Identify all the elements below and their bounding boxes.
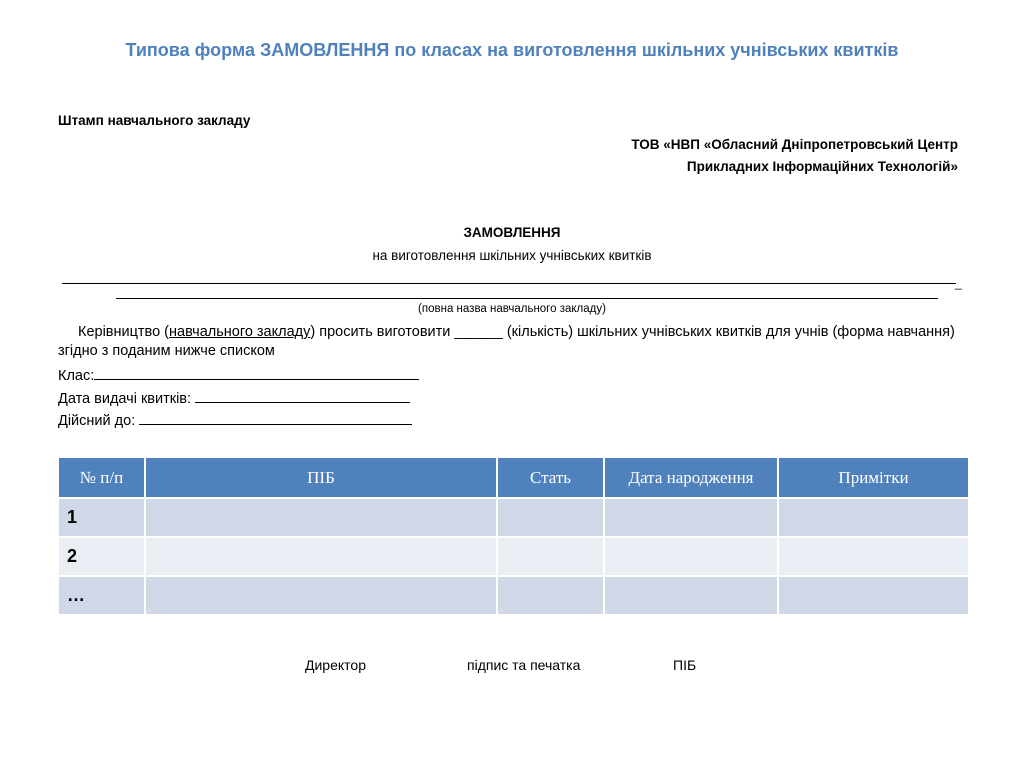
school-name-line-1	[62, 283, 956, 284]
class-label: Клас:	[58, 368, 95, 384]
paragraph-before: Керівництво (	[78, 324, 170, 340]
gender-cell	[497, 537, 604, 576]
gender-cell	[497, 576, 604, 615]
paragraph-underlined: навчального закладу	[169, 324, 311, 340]
director-name-label: ПІБ	[673, 657, 697, 673]
header-gender: Стать	[497, 457, 604, 498]
header-birth-date: Дата народження	[604, 457, 778, 498]
valid-until-label: Дійсний до:	[58, 413, 140, 429]
birth-date-cell	[604, 537, 778, 576]
recipient-line-1: ТОВ «НВП «Обласний Дніпропетровський Центр	[631, 137, 958, 152]
order-subheading: на виготовлення шкільних учнівських квитків	[372, 248, 652, 263]
recipient-block	[631, 134, 958, 178]
row-number: 1	[58, 498, 145, 537]
line-tail-dash: _	[955, 276, 962, 290]
director-label: Директор	[305, 657, 366, 673]
school-stamp-label: Штамп навчального закладу	[58, 113, 251, 128]
table-row	[58, 576, 969, 615]
name-cell	[145, 576, 497, 615]
class-field	[58, 365, 419, 384]
paragraph-after: ) просить виготовити ______ (кількість) шкільних учнівських квитків для учнів (форма навчання) згідно з поданим нижче списком	[58, 324, 955, 359]
issue-date-blank-line	[195, 388, 410, 403]
signature-stamp-label: підпис та печатка	[467, 657, 581, 673]
row-number: 2	[58, 537, 145, 576]
row-number: …	[58, 576, 145, 615]
class-blank-line	[94, 365, 419, 380]
order-heading: ЗАМОВЛЕННЯ	[463, 225, 561, 240]
students-table	[57, 456, 970, 616]
notes-cell	[778, 537, 969, 576]
notes-cell	[778, 498, 969, 537]
school-name-caption: (повна назва навчального закладу)	[418, 303, 606, 315]
birth-date-cell	[604, 576, 778, 615]
name-cell	[145, 498, 497, 537]
table-header-row	[58, 457, 969, 498]
form-title: Типова форма ЗАМОВЛЕННЯ по класах на виготовлення шкільних учнівських квитків	[125, 40, 899, 60]
valid-until-field	[58, 410, 412, 429]
recipient-line-2: Прикладних Інформаційних Технологій»	[686, 159, 958, 174]
table-row	[58, 498, 969, 537]
valid-until-blank-line	[139, 410, 412, 425]
request-paragraph	[58, 323, 968, 361]
birth-date-cell	[604, 498, 778, 537]
header-number: № п/п	[58, 457, 145, 498]
table-row	[58, 537, 969, 576]
issue-date-label: Дата видачі квитків:	[58, 391, 196, 407]
school-name-line-2	[116, 298, 938, 299]
header-notes: Примітки	[778, 457, 969, 498]
notes-cell	[778, 576, 969, 615]
gender-cell	[497, 498, 604, 537]
name-cell	[145, 537, 497, 576]
issue-date-field	[58, 388, 410, 407]
header-full-name: ПІБ	[145, 457, 497, 498]
